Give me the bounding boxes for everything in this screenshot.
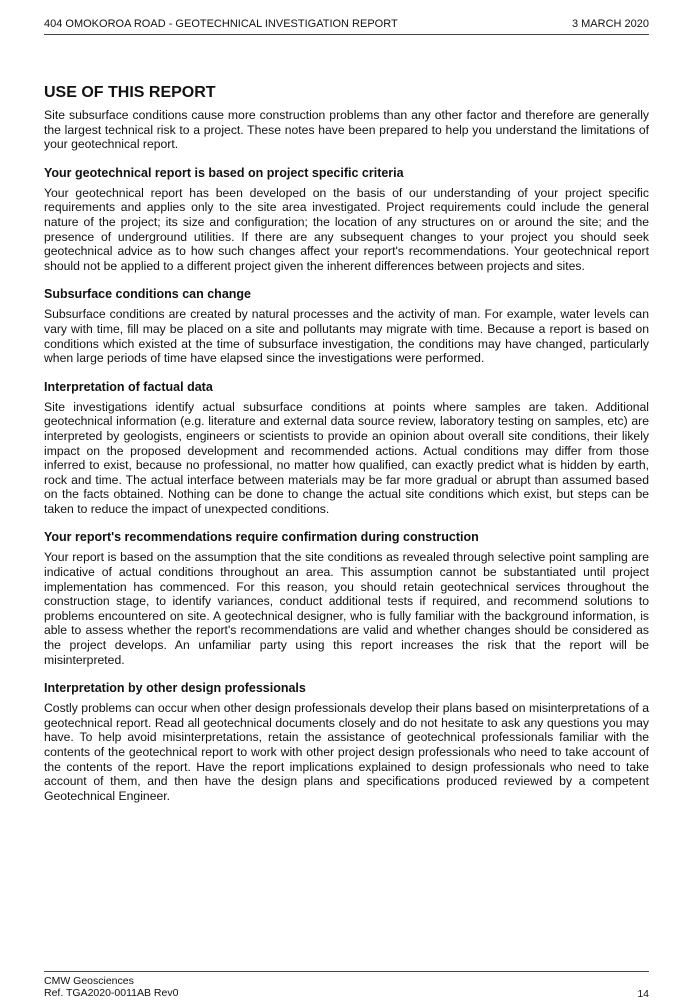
section-body-factual-data: Site investigations identify actual subsurface conditions at points where samples are taken. Additional geotechnical information (e.g. literature and external data source review, laboratory testing on samples, etc) are interpreted by geologists, engineers or scientists to provide an opinion about overall site conditions, their likely impact on the proposed development and recommended actions. Actual conditions may differ from those inferred to exist, because no professional, no matter how qualified, can exactly predict what is hidden by earth, rock and time. The actual interface between materials may be far more gradual or abrupt than assumed based on the facts obtained. Nothing can be done to change the actual site conditions which exist, but steps can be taken to reduce the impact of unexpected conditions. <box>44 399 649 516</box>
section-body-other-professionals: Costly problems can occur when other design professionals develop their plans based on misinterpretations of a geotechnical report. Read all geotechnical documents closely and do not hesitate to ask any questions you may have. To help avoid misinterpretations, retain the assistance of geotechnical professionals familiar with the contents of the geotechnical report to work with other project design professionals who need to take account of the contents of the report. Have the report implications explained to design professionals who need to take account of them, and then have the design plans and specifications produced reviewed by a competent Geotechnical Engineer. <box>44 701 649 803</box>
page-title: USE OF THIS REPORT <box>44 84 216 101</box>
header-date: 3 MARCH 2020 <box>571 18 649 30</box>
section-heading-confirmation: Your report's recommendations require confirmation during construction <box>44 530 479 545</box>
section-heading-factual-data: Interpretation of factual data <box>44 379 213 394</box>
section-heading-project-criteria: Your geotechnical report is based on project specific criteria <box>44 165 404 180</box>
section-heading-other-professionals: Interpretation by other design professionals <box>44 681 306 696</box>
footer-reference: Ref. TGA2020-0011AB Rev0 <box>44 987 179 999</box>
section-body-subsurface-change: Subsurface conditions are created by natural processes and the activity of man. For example, water levels can vary with time, fill may be placed on a site and pollutants may migrate with time. Because a report is based on conditions which existed at the time of subsurface investigation, the conditions may have changed, particularly when large periods of time have elapsed since the investigations were performed. <box>44 307 649 366</box>
page-header <box>44 14 649 35</box>
section-heading-subsurface-change: Subsurface conditions can change <box>44 287 251 302</box>
section-body-project-criteria: Your geotechnical report has been developed on the basis of our understanding of your project specific requirements and applies only to the site area investigated. Project requirements could include the general nature of the project; its size and configuration; the location of any structures on or around the site; and the presence of underground utilities. If there are any subsequent changes to your project you should seek geotechnical advice as to how such changes affect your report's recommendations. Your geotechnical report should not be applied to a different project given the inherent differences between projects and sites. <box>44 185 649 273</box>
page-number: 14 <box>637 988 649 1000</box>
header-report-title: 404 OMOKOROA ROAD - GEOTECHNICAL INVESTIGATION REPORT <box>44 18 398 30</box>
section-body-confirmation: Your report is based on the assumption that the site conditions as revealed through selective point sampling are indicative of actual conditions throughout an area. This assumption cannot be substantiated until project implementation has commenced. For this reason, you should retain geotechnical services throughout the construction stage, to identify variances, conduct additional tests if required, and recommend solutions to problems encountered on site. A geotechnical designer, who is fully familiar with the background information, is able to assess whether the report's recommendations are valid and whether changes should be considered as the project develops. An unfamiliar party using this report increases the risk that the report will be misinterpreted. <box>44 550 649 667</box>
intro-paragraph: Site subsurface conditions cause more construction problems than any other factor and therefore are generally the largest technical risk to a project. These notes have been prepared to help you understand the limitations of your geotechnical report. <box>44 108 649 152</box>
document-body <box>44 84 649 803</box>
footer-company: CMW Geosciences <box>44 975 134 987</box>
page-footer <box>44 971 649 999</box>
